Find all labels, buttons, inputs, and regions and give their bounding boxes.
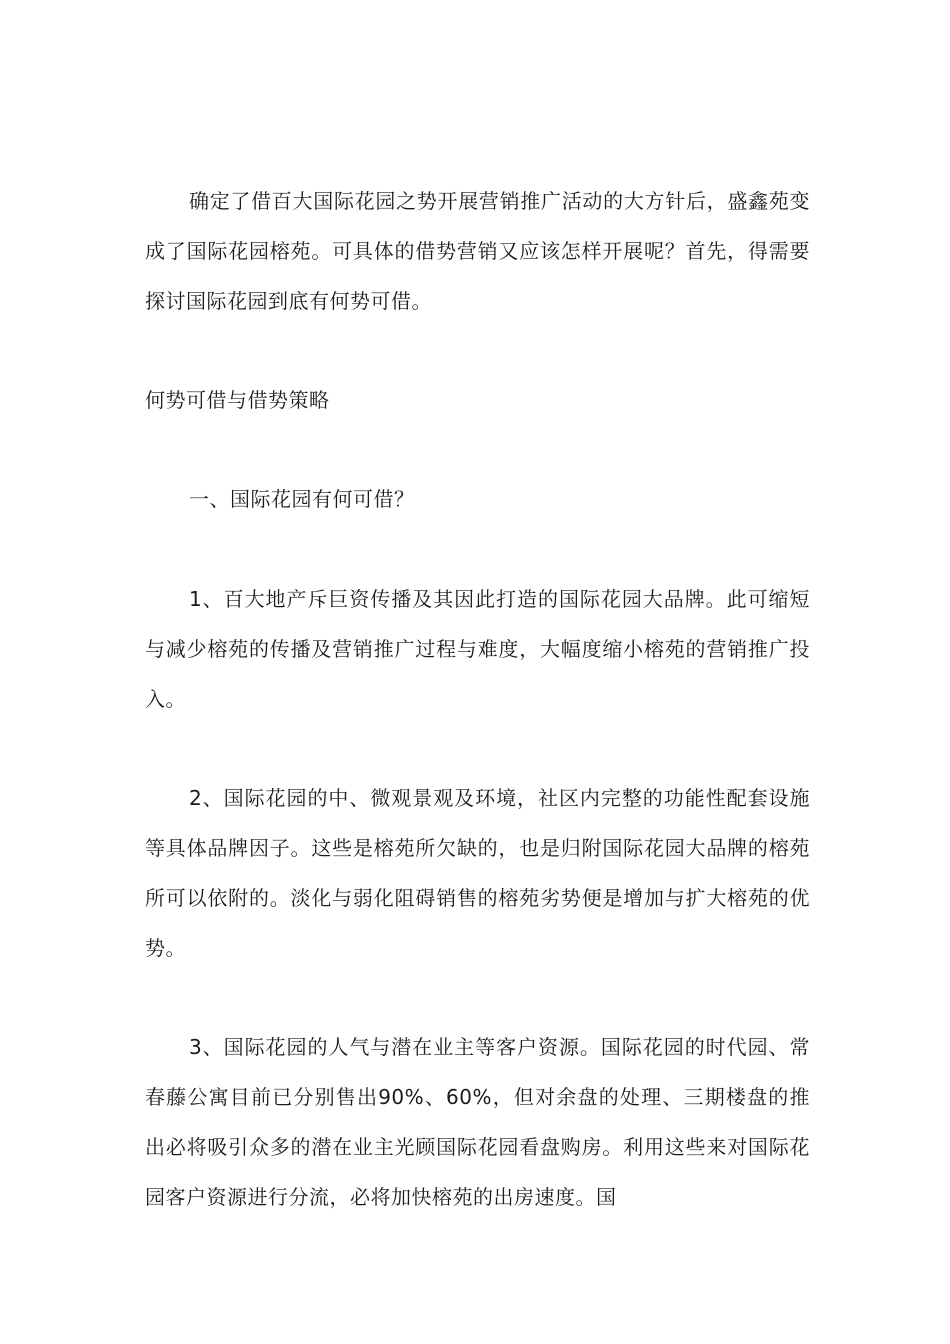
point-1-paragraph: 1、百大地产斥巨资传播及其因此打造的国际花园大品牌。此可缩短与减少榕苑的传播及营销推广过程与难度，大幅度缩小榕苑的营销推广投入。	[145, 587, 810, 711]
subsection-heading: 一、国际花园有何可借？	[189, 487, 415, 511]
intro-paragraph: 确定了借百大国际花园之势开展营销推广活动的大方针后，盛鑫苑变成了国际花园榕苑。可具体的借势营销又应该怎样开展呢？首先，得需要探讨国际花园到底有何势可借。	[145, 189, 810, 313]
section-heading: 何势可借与借势策略	[145, 388, 330, 412]
point-2-paragraph: 2、国际花园的中、微观景观及环境，社区内完整的功能性配套设施等具体品牌因子。这些是榕苑所欠缺的，也是归附国际花园大品牌的榕苑所可以依附的。淡化与弱化阻碍销售的榕苑劣势便是增加与扩大榕苑的优势。	[145, 786, 810, 960]
point-3-paragraph: 3、国际花园的人气与潜在业主等客户资源。国际花园的时代园、常春藤公寓目前已分别售出90%、60%，但对余盘的处理、三期楼盘的推出必将吸引众多的潜在业主光顾国际花园看盘购房。利用这些来对国际花园客户资源进行分流，必将加快榕苑的出房速度。国	[145, 1035, 810, 1209]
